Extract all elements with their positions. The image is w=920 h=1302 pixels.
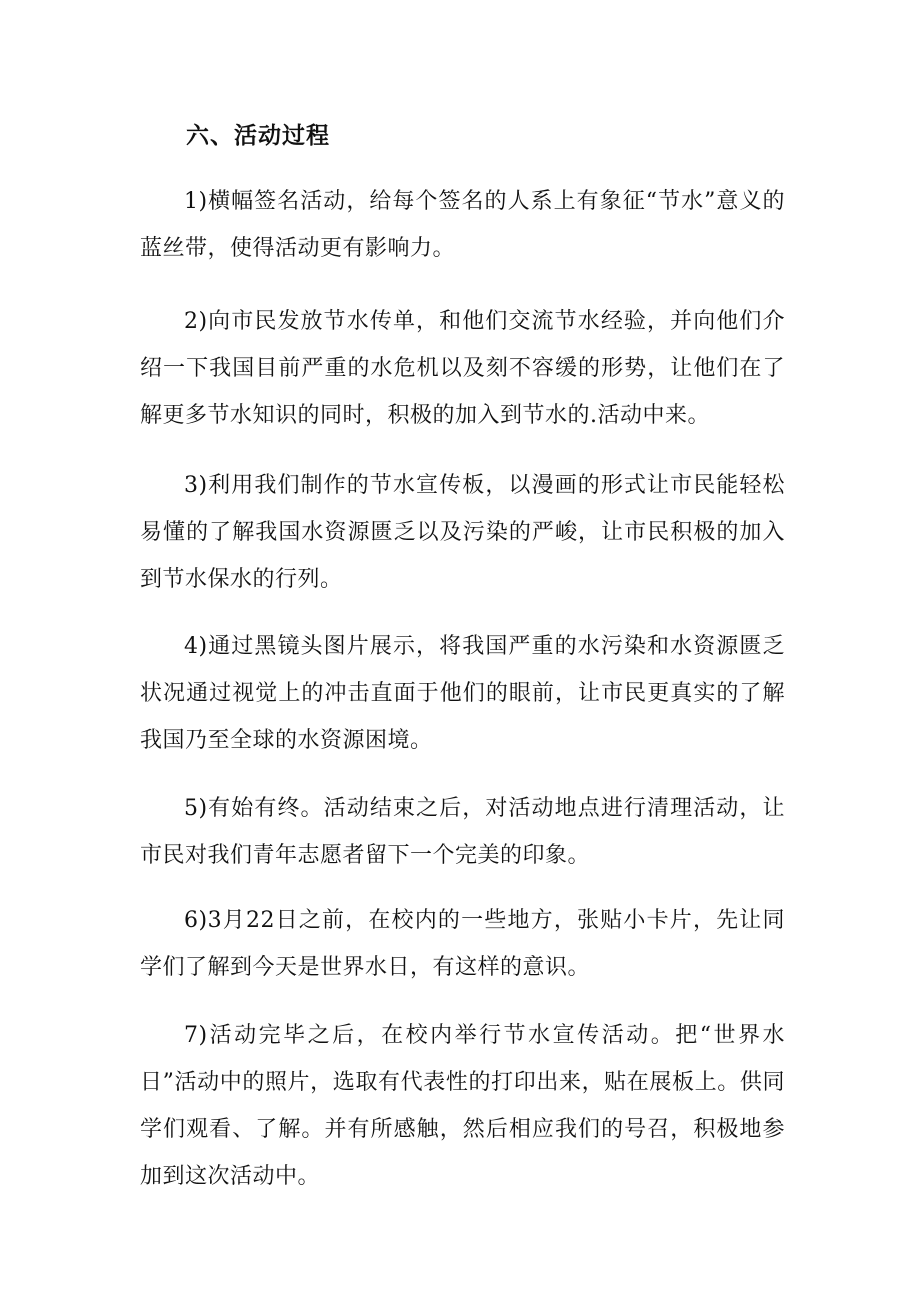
activity-item-3: 3)利用我们制作的节水宣传板，以漫画的形式让市民能轻松易懂的了解我国水资源匮乏以及污染的严峻，让市民积极的加入到节水保水的行列。 — [140, 473, 785, 592]
activity-item-2: 2)向市民发放节水传单，和他们交流节水经验，并向他们介绍一下我国目前严重的水危机以及刻不容缓的形势，让他们在了解更多节水知识的同时，积极的加入到节水的.活动中来。 — [140, 309, 785, 428]
activity-item-6: 6)3月22日之前，在校内的一些地方，张贴小卡片，先让同学们了解到今天是世界水日，有这样的意识。 — [140, 908, 785, 980]
section-heading: 六、活动过程 — [186, 123, 330, 149]
activity-item-4: 4)通过黑镜头图片展示，将我国严重的水污染和水资源匮乏状况通过视觉上的冲击直面于他们的眼前，让市民更真实的了解我国乃至全球的水资源困境。 — [140, 634, 785, 753]
activity-item-5: 5)有始有终。活动结束之后，对活动地点进行清理活动，让市民对我们青年志愿者留下一个完美的印象。 — [140, 796, 785, 868]
activity-item-7: 7)活动完毕之后，在校内举行节水宣传活动。把“世界水日”活动中的照片，选取有代表性的打印出来，贴在展板上。供同学们观看、了解。并有所感触，然后相应我们的号召，积极地参加到这次活动中。 — [140, 1023, 785, 1189]
activity-item-1: 1)横幅签名活动，给每个签名的人系上有象征“节水”意义的蓝丝带，使得活动更有影响力。 — [140, 189, 785, 261]
